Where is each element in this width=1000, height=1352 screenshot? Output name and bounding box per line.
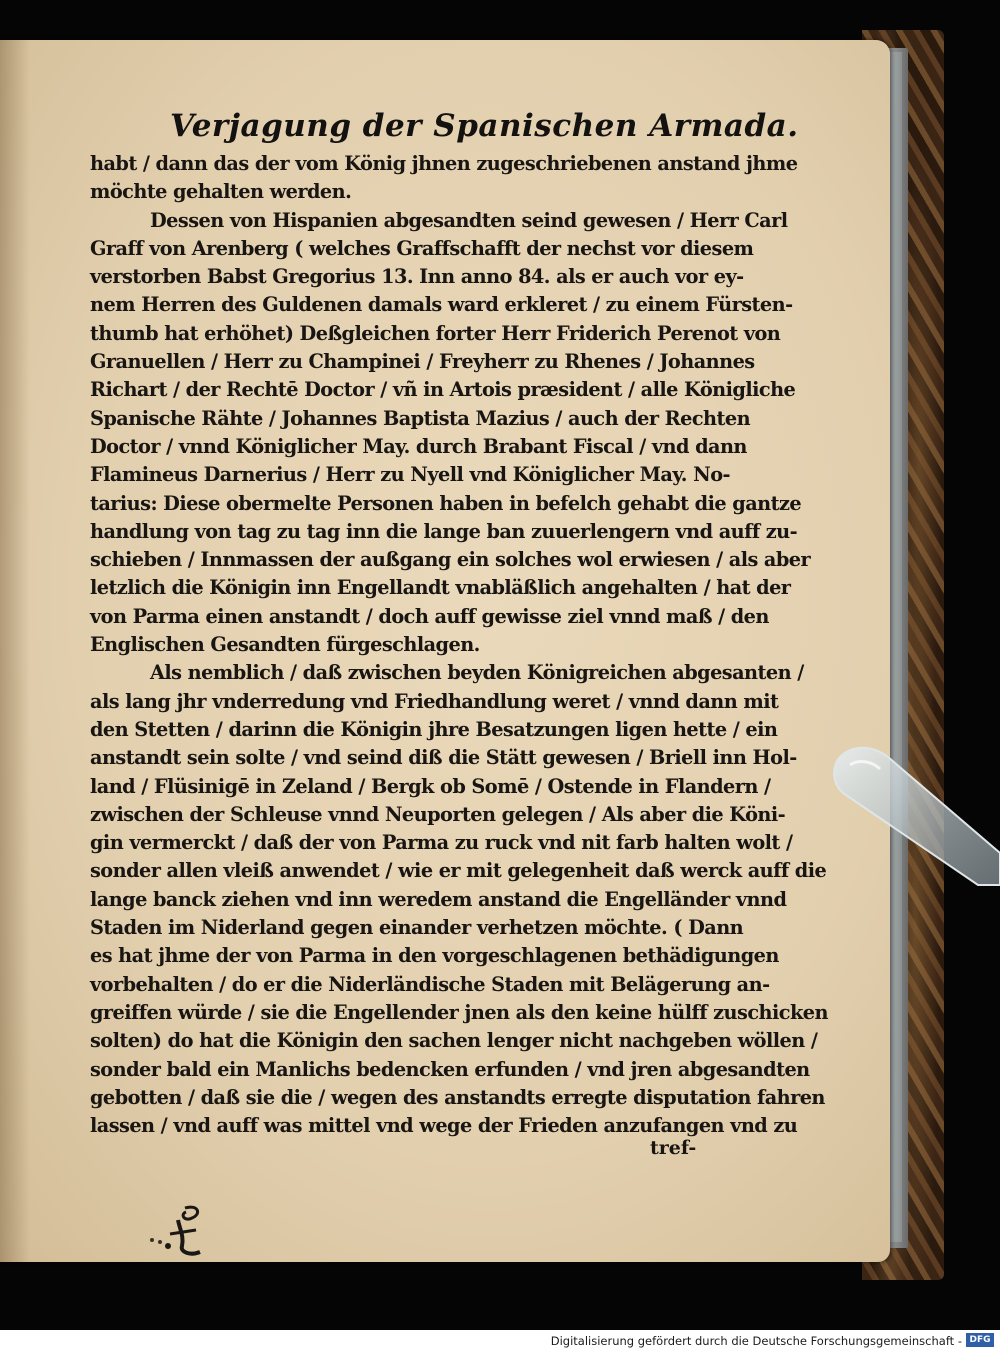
funding-credit: Digitalisierung gefördert durch die Deutsche Forschungsgemeinschaft -: [550, 1334, 962, 1348]
text-line: vorbehalten / do er die Niderländische Staden mit Belägerung an-: [90, 972, 770, 996]
page-heading: Verjagung der Spanischen Armada.: [170, 108, 799, 144]
text-line: den Stetten / darinn die Königin jhre Besatzungen ligen hette / ein: [90, 717, 778, 741]
text-line: greiffen würde / sie die Engellender jnen als den keine hülff zuschicken: [90, 1000, 828, 1024]
text-line: anstandt sein solte / vnd seind diß die Stätt gewesen / Briell inn Hol-: [90, 746, 797, 770]
text-line: lassen / vnd auff was mittel vnd wege der Frieden anzufangen vnd zu: [90, 1114, 798, 1138]
text-line: thumb hat erhöhet) Deßgleichen forter Herr Friderich Perenot von: [90, 321, 781, 345]
catchword: tref-: [650, 1137, 697, 1159]
text-line: nem Herren des Guldenen damals ward erkleret / zu einem Fürsten-: [90, 293, 793, 317]
text-line: Dessen von Hispanien abgesandten seind gewesen / Herr Carl: [150, 208, 788, 232]
text-line: Doctor / vnnd Königlicher May. durch Brabant Fiscal / vnd dann: [90, 434, 747, 458]
text-line: Als nemblich / daß zwischen beyden Königreichen abgesanten /: [150, 661, 804, 685]
text-line: tarius: Diese obermelte Personen haben in befelch gehabt die gantze: [90, 491, 802, 515]
text-line: sonder bald ein Manlichs bedencken erfunden / vnd jren abgesandten: [90, 1057, 810, 1081]
text-line: Graff von Arenberg ( welches Graffschafft der nechst vor diesem: [90, 236, 754, 260]
page-gutter-shadow: [0, 40, 30, 1262]
text-line: habt / dann das der vom König jhnen zugeschriebenen anstand jhme: [90, 152, 798, 175]
text-line: gebotten / daß sie die / wegen des anstandts erregte disputation fahren: [90, 1085, 825, 1109]
text-line: es hat jhme der von Parma in den vorgeschlagenen bethädigungen: [90, 944, 779, 968]
text-line: möchte gehalten werden.: [90, 180, 352, 204]
text-line: Spanische Rähte / Johannes Baptista Mazius / auch der Rechten: [90, 406, 751, 430]
printer-ornament-mark: [140, 1200, 230, 1260]
text-line: Flamineus Darnerius / Herr zu Nyell vnd Königlicher May. No-: [90, 463, 730, 487]
body-text: [90, 150, 828, 1140]
text-line: gin vermerckt / daß der von Parma zu ruck vnd nit farb halten wolt /: [90, 831, 793, 855]
text-line: sonder allen vleiß anwendet / wie er mit gelegenheit daß werck auff die: [90, 859, 827, 883]
text-line: letzlich die Königin inn Engellandt vnabläßlich angehalten / hat der: [90, 576, 791, 600]
text-line: Englischen Gesandten fürgeschlagen.: [90, 633, 480, 657]
text-line: zwischen der Schleuse vnnd Neuporten gelegen / Als aber die Köni-: [90, 802, 786, 826]
footer-bar: [0, 1330, 1000, 1352]
text-line: Granuellen / Herr zu Champinei / Freyherr zu Rhenes / Johannes: [90, 350, 755, 374]
text-line: lange banck ziehen vnd inn weredem anstand die Engelländer vnnd: [90, 887, 787, 911]
text-line: land / Flüsinigē in Zeland / Bergk ob Somē / Ostende in Flandern /: [90, 774, 771, 798]
text-line: von Parma einen anstandt / doch auff gewisse ziel vnnd maß / den: [90, 604, 769, 628]
text-line: solten) do hat die Königin den sachen lenger nicht nachgeben wöllen /: [90, 1029, 818, 1053]
text-line: Richart / der Rechtē Doctor / vñ in Artois præsident / alle Königliche: [90, 378, 796, 402]
text-line: schieben / Innmassen der außgang ein solches wol erwiesen / als aber: [90, 548, 811, 572]
text-line: verstorben Babst Gregorius 13. Inn anno 84. als er auch vor ey-: [90, 265, 744, 289]
text-line: Staden im Niderland gegen einander verhetzen möchte. ( Dann: [90, 916, 744, 940]
text-line: als lang jhr vnderredung vnd Friedhandlung weret / vnnd dann mit: [90, 689, 779, 713]
page-holder-clip: [828, 735, 1000, 895]
dfg-logo-badge: DFG: [966, 1333, 994, 1347]
text-line: handlung von tag zu tag inn die lange ban zuuerlengern vnd auff zu-: [90, 519, 798, 543]
